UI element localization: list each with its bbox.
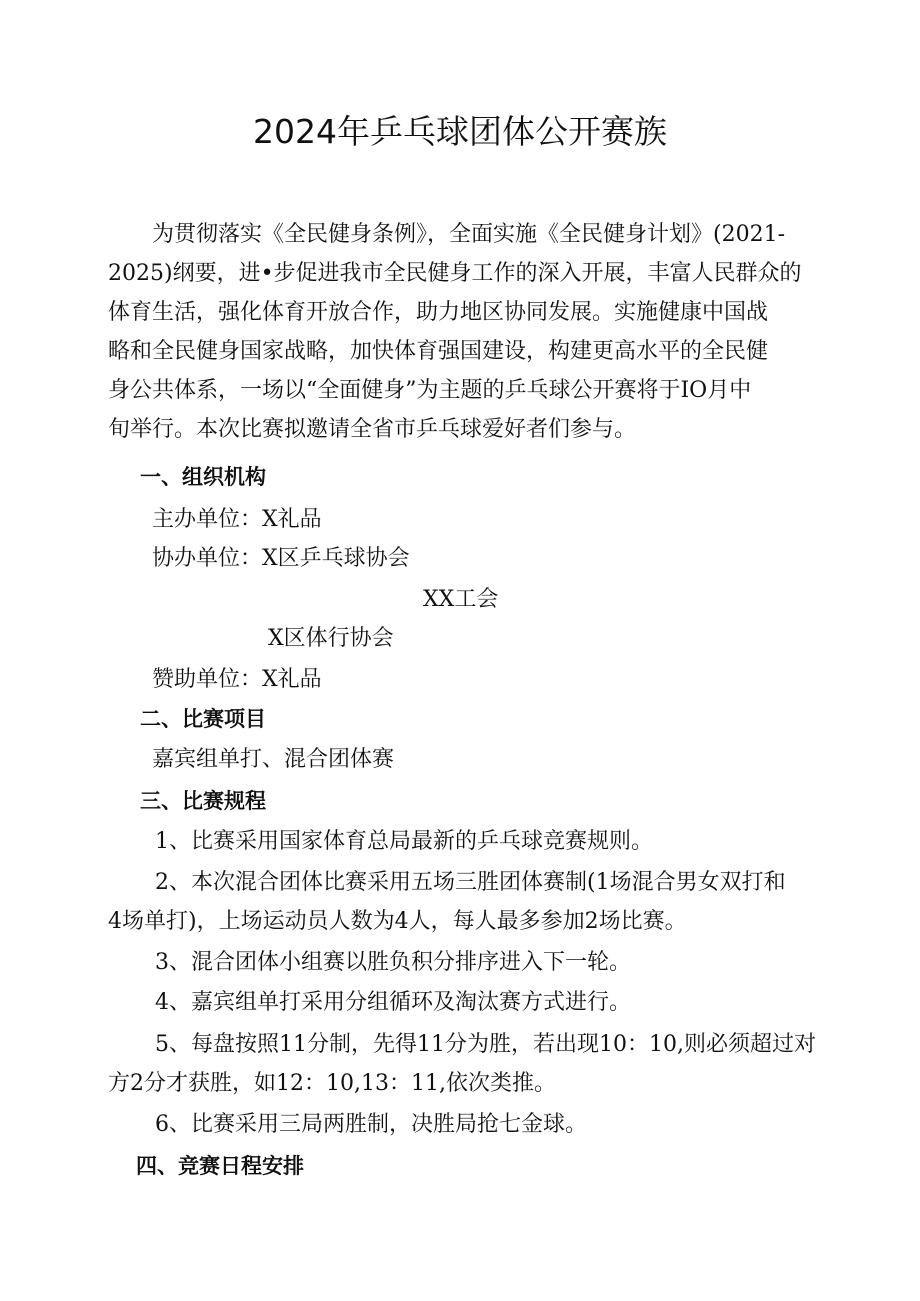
co-organizer-unit-2: XX工会 <box>423 587 499 612</box>
section-heading-events: 二、比赛项目 <box>140 707 266 731</box>
intro-line-6: 旬举行。本次比赛拟邀请全省市乒乓球爱好者们参与。 <box>108 417 637 442</box>
rule-5-line-2: 方2分才获胜，如12：10,13：11,依次类推。 <box>108 1071 556 1096</box>
host-unit: 主办单位：X礼品 <box>152 507 322 532</box>
co-organizer-unit-3: X区体行协会 <box>268 626 394 651</box>
intro-line-1: 为贯彻落实《全民健身条例》，全面实施《全民健身计划》(2021- <box>152 222 786 247</box>
rule-2-line-2: 4场单打)，上场运动员人数为4人，每人最多参加2场比赛。 <box>108 909 687 934</box>
rule-6: 6、比赛采用三局两胜制，决胜局抢七金球。 <box>155 1112 587 1137</box>
rule-1: 1、比赛采用国家体育总局最新的乒乓球竞赛规则。 <box>155 829 653 854</box>
section-heading-rules: 三、比赛规程 <box>140 789 266 813</box>
sponsor-unit: 赞助单位：X礼品 <box>152 667 322 692</box>
rule-5-line-1: 5、每盘按照11分制，先得11分为胜，若出现10：10,则必须超过对 <box>155 1032 816 1057</box>
rule-2-line-1: 2、本次混合团体比赛采用五场三胜团体赛制(1场混合男女双打和 <box>155 870 786 895</box>
intro-line-4: 略和全民健身国家战略，加快体育强国建设，构建更高水平的全民健 <box>108 339 769 364</box>
events-list: 嘉宾组单打、混合团体赛 <box>152 747 395 772</box>
document-title: 2024年乒乓球团体公开赛族 <box>253 112 667 151</box>
co-organizer-unit: 协办单位：X区乒乓球协会 <box>152 546 410 571</box>
section-heading-organization: 一、组织机构 <box>140 465 266 489</box>
rule-3: 3、混合团体小组赛以胜负积分排序进入下一轮。 <box>155 950 631 975</box>
rule-4: 4、嘉宾组单打采用分组循环及淘汰赛方式进行。 <box>155 990 631 1015</box>
section-heading-schedule: 四、竞赛日程安排 <box>136 1154 304 1178</box>
intro-line-3: 体育生活，强化体育开放合作，助力地区协同发展。实施健康中国战 <box>108 300 769 325</box>
intro-line-2: 2025)纲要，进•步促进我市全民健身工作的深入开展，丰富人民群众的 <box>108 261 802 286</box>
intro-line-5: 身公共体系，一场以“全面健身”为主题的乒乓球公开赛将于IO月中 <box>108 378 752 403</box>
